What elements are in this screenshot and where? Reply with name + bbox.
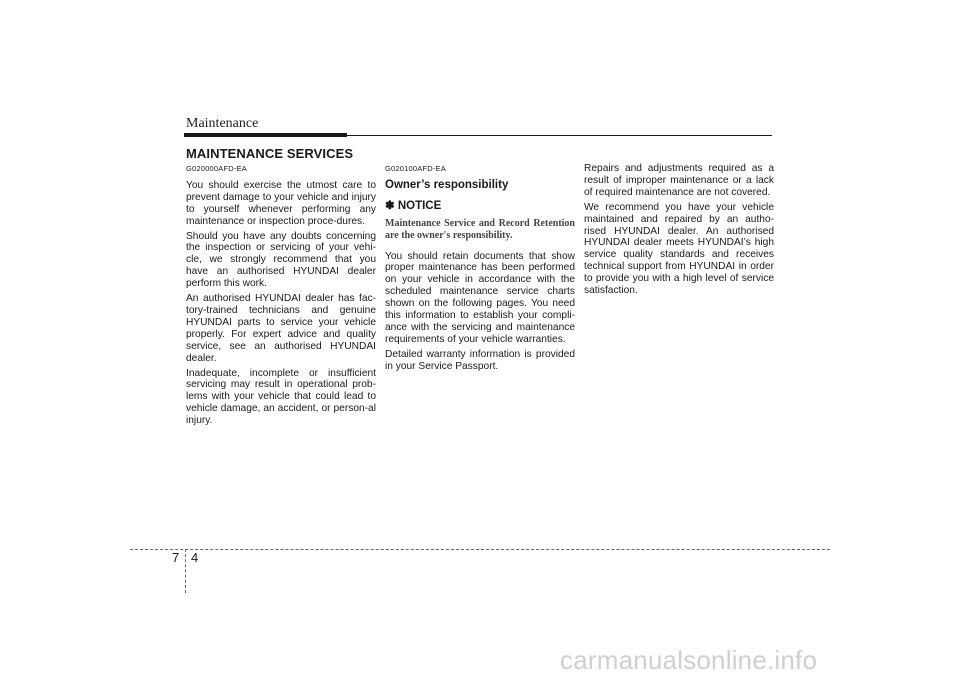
footer-vertical-divider bbox=[185, 549, 186, 593]
section-title: MAINTENANCE SERVICES bbox=[186, 146, 354, 161]
watermark: carmanualsonline.info bbox=[560, 645, 818, 675]
paragraph: Repairs and adjustments required as a result of improper maintenance or a lack of required maintenance are not covered. bbox=[584, 163, 774, 198]
footer-divider bbox=[130, 549, 830, 550]
paragraph: Should you have any doubts concerning the inspection or servicing of your vehi-cle, we strongly recommend that you have an authorised HYUNDAI dealer perform this work. bbox=[186, 230, 376, 290]
header-rule-thin bbox=[347, 135, 772, 136]
chapter-number: 7 bbox=[172, 550, 180, 565]
paragraph: Detailed warranty information is provided in your Service Passport. bbox=[385, 348, 575, 372]
page-number: 4 bbox=[191, 550, 199, 565]
column-2 bbox=[385, 163, 575, 376]
section-code: G020000AFD-EA bbox=[186, 164, 247, 173]
paragraph: An authorised HYUNDAI dealer has fac-tory-trained technicians and genuine HYUNDAI parts to service your vehicle properly. For expert advice and quality service, see an authorised HYUNDAI dealer. bbox=[186, 293, 376, 364]
subsection-heading: Owner’s responsibility bbox=[385, 178, 509, 191]
paragraph: Inadequate, incomplete or insufficient servicing may result in operational prob-lems with your vehicle that could lead to vehicle damage, an accident, or person-al injury. bbox=[186, 367, 376, 427]
paragraph: We recommend you have your vehicle maintained and repaired by an autho-rised HYUNDAI dealer. An authorised HYUNDAI dealer meets HYUNDAI’s high service quality standards and receives technical support from HYUNDAI in order to provide you with a high level of service satisfaction. bbox=[584, 201, 774, 297]
page-header-title: Maintenance bbox=[186, 116, 259, 131]
column-1 bbox=[186, 163, 376, 430]
paragraph: You should retain documents that show proper maintenance has been performed on your vehicle in accordance with the scheduled maintenance service charts shown on the following pages. You need this information to establish your compli-ance with the servicing and maintenance requirements of your vehicle warranties. bbox=[385, 250, 575, 345]
notice-heading: ✽ NOTICE bbox=[385, 199, 442, 212]
column-3 bbox=[584, 163, 774, 300]
paragraph: You should exercise the utmost care to prevent damage to your vehicle and injury to yourself whenever performing any maintenance or inspection proce-dures. bbox=[186, 179, 376, 227]
notice-body: Maintenance Service and Record Retention are the owner's responsibility. bbox=[385, 217, 575, 241]
section-code: G020100AFD-EA bbox=[385, 164, 446, 173]
header-rule-thick bbox=[184, 133, 347, 137]
